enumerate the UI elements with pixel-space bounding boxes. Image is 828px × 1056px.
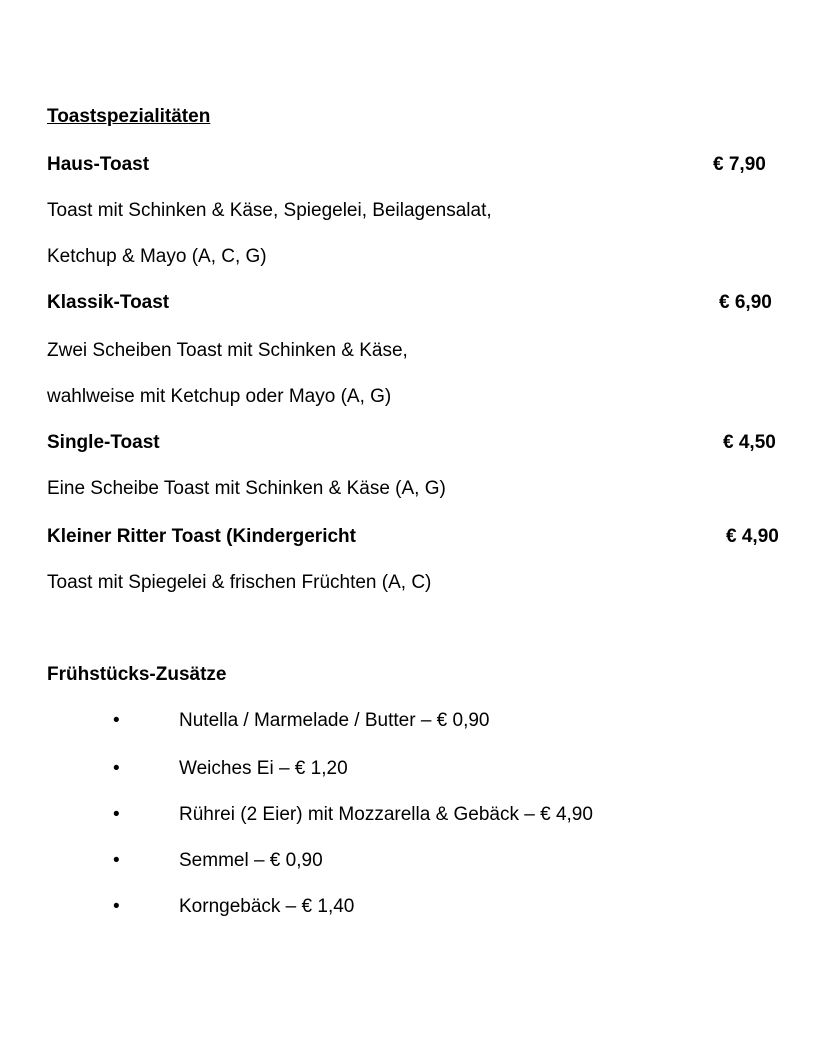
- item-description-line: Zwei Scheiben Toast mit Schinken & Käse,: [47, 340, 408, 361]
- section-heading-toast: Toastspezialitäten: [47, 106, 211, 127]
- bullet-icon: •: [113, 896, 120, 917]
- extra-item: Korngebäck – € 1,40: [179, 896, 355, 917]
- item-price-single-toast: € 4,50: [723, 432, 776, 453]
- section-heading-extras: Frühstücks-Zusätze: [47, 664, 227, 685]
- extra-item: Weiches Ei – € 1,20: [179, 758, 348, 779]
- item-description-line: Toast mit Schinken & Käse, Spiegelei, Beilagensalat,: [47, 200, 492, 221]
- item-price-klassik-toast: € 6,90: [719, 292, 772, 313]
- item-price-haus-toast: € 7,90: [713, 154, 766, 175]
- extra-item: Nutella / Marmelade / Butter – € 0,90: [179, 710, 490, 731]
- item-name-klassik-toast: Klassik-Toast: [47, 292, 170, 313]
- item-name-single-toast: Single-Toast: [47, 432, 160, 453]
- extra-item: Rührei (2 Eier) mit Mozzarella & Gebäck – € 4,90: [179, 804, 593, 825]
- bullet-icon: •: [113, 804, 120, 825]
- bullet-icon: •: [113, 710, 120, 731]
- bullet-icon: •: [113, 758, 120, 779]
- item-description-line: Ketchup & Mayo (A, C, G): [47, 246, 267, 267]
- item-price-kleiner-ritter-toast: € 4,90: [726, 526, 779, 547]
- extra-item: Semmel – € 0,90: [179, 850, 323, 871]
- item-description-line: Toast mit Spiegelei & frischen Früchten (A, C): [47, 572, 432, 593]
- item-name-haus-toast: Haus-Toast: [47, 154, 150, 175]
- item-description-line: Eine Scheibe Toast mit Schinken & Käse (A, G): [47, 478, 446, 499]
- bullet-icon: •: [113, 850, 120, 871]
- item-description-line: wahlweise mit Ketchup oder Mayo (A, G): [47, 386, 392, 407]
- item-name-kleiner-ritter-toast: Kleiner Ritter Toast (Kindergericht: [47, 526, 356, 547]
